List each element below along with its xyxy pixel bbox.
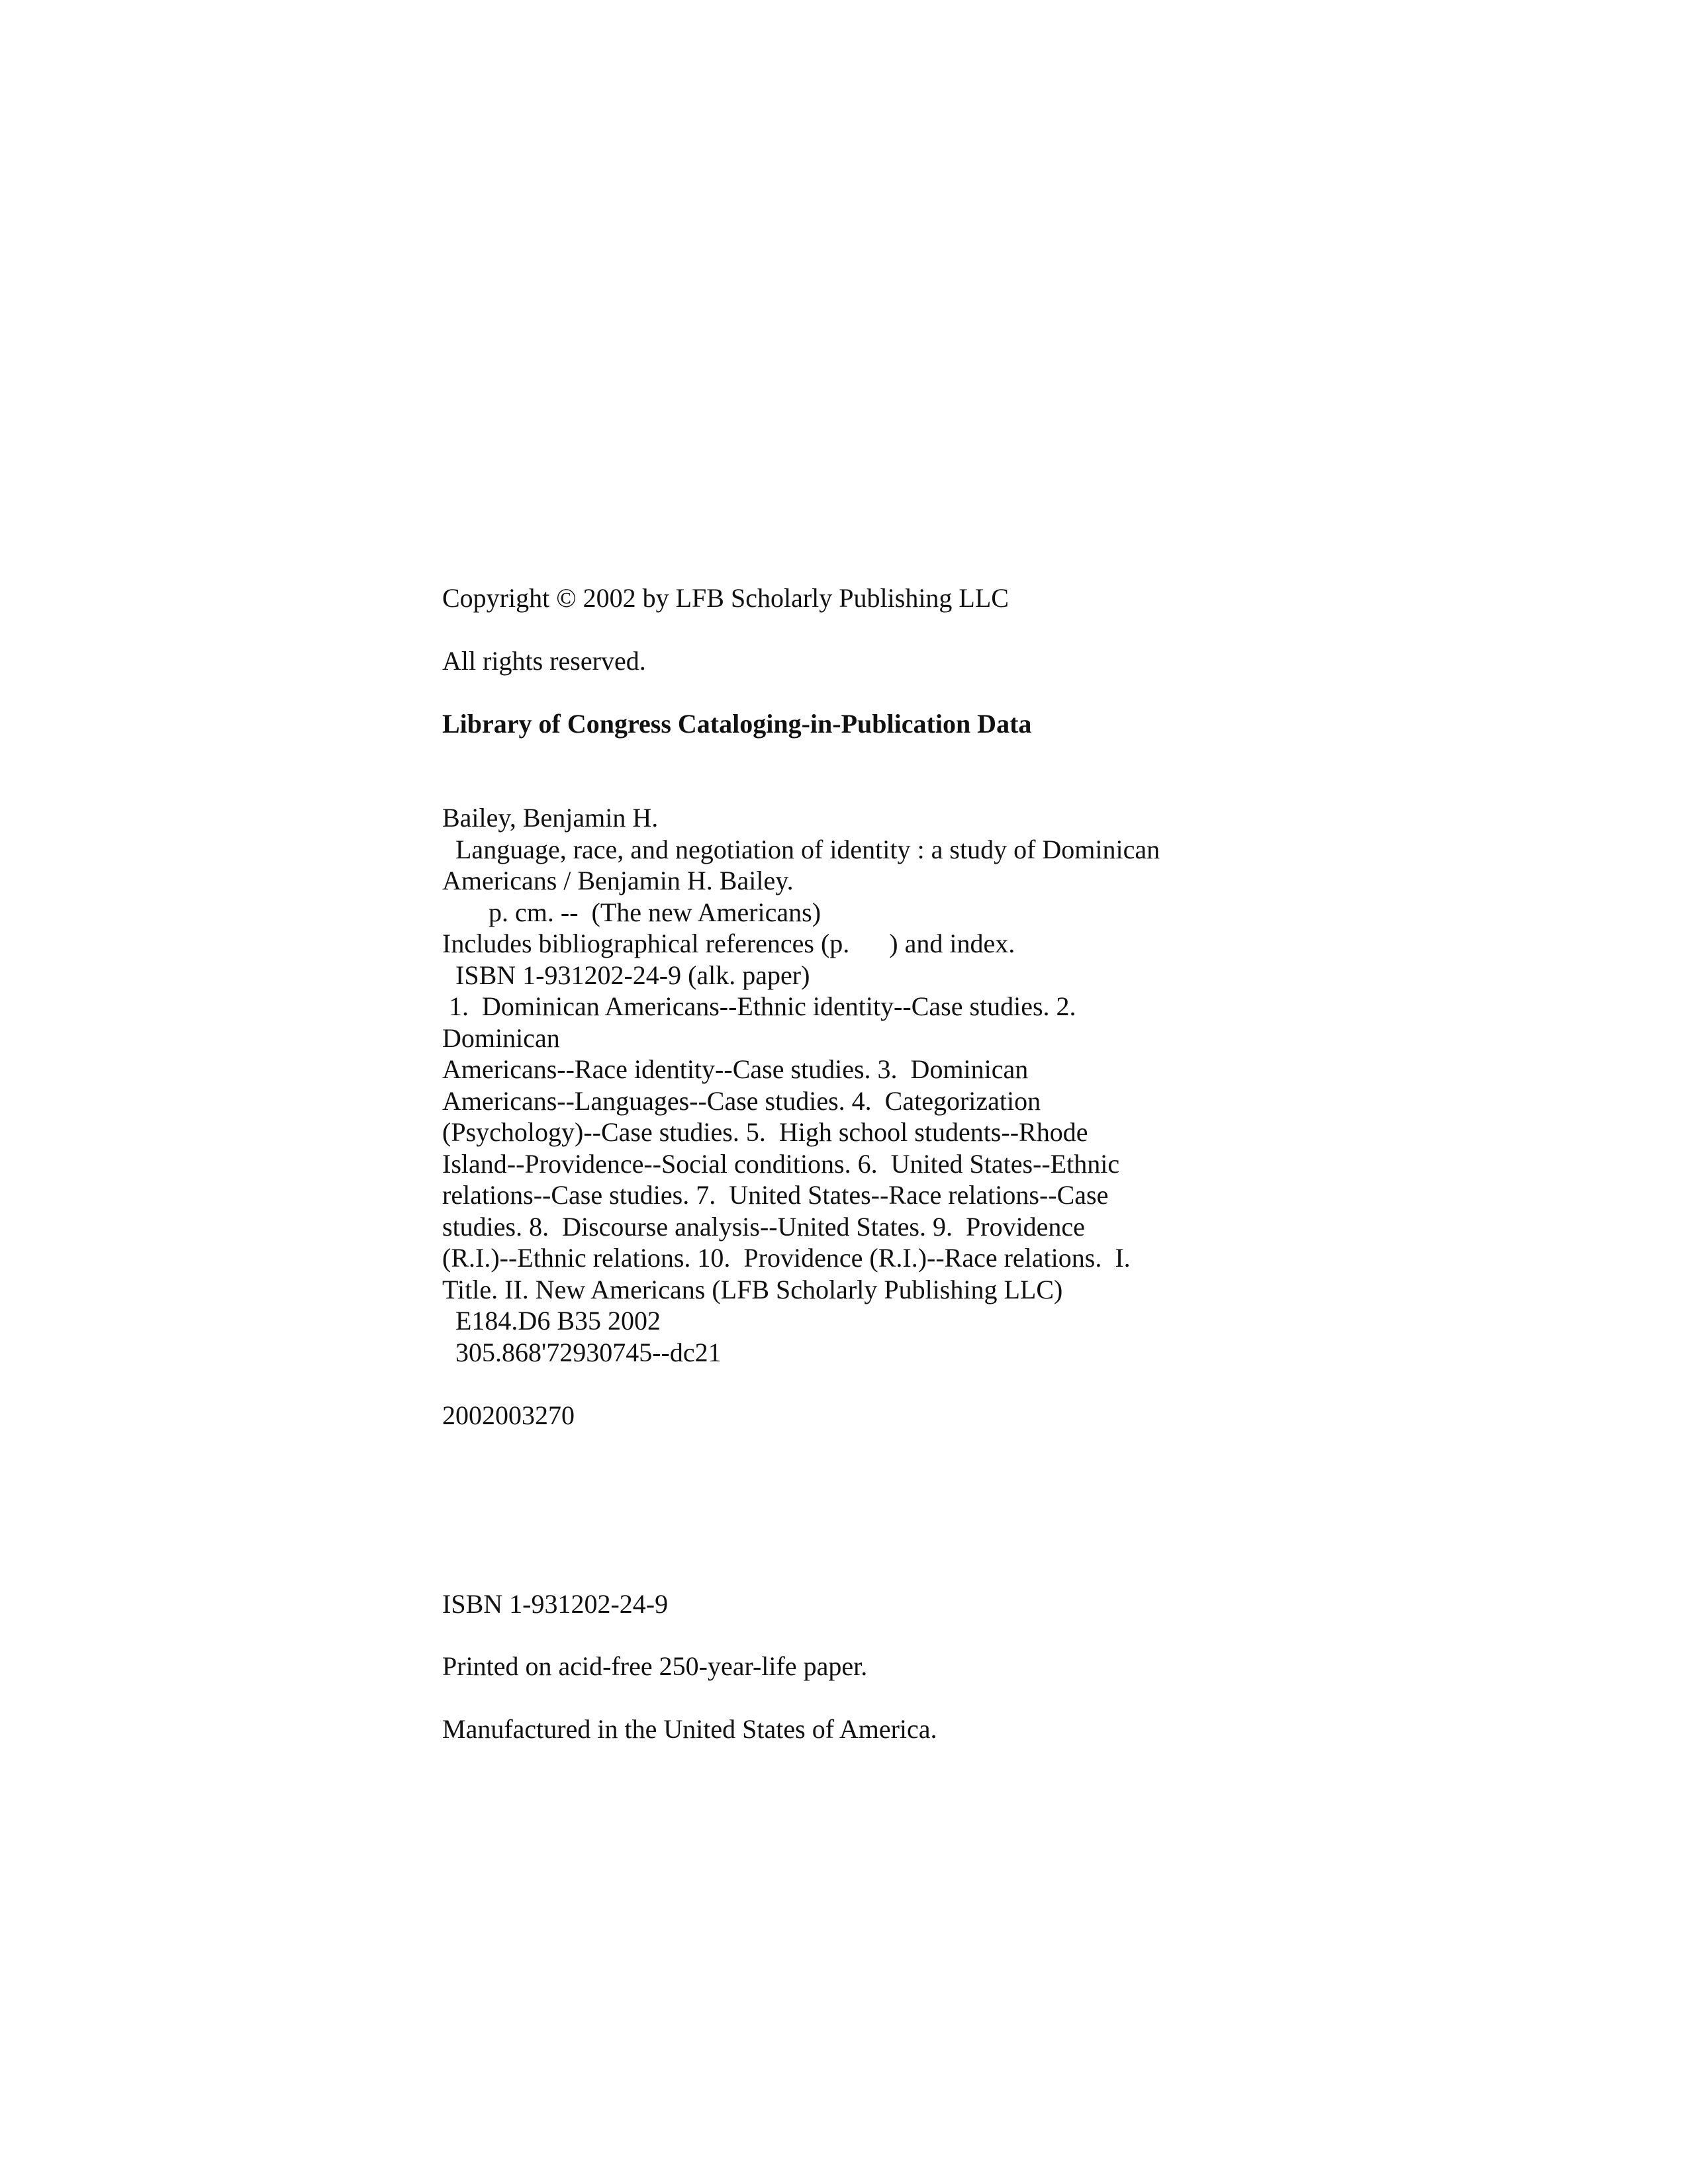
cip-line-isbn: ISBN 1-931202-24-9 (alk. paper) bbox=[442, 960, 810, 990]
lccn-number: 2002003270 bbox=[442, 1400, 575, 1430]
cip-heading: Library of Congress Cataloging-in-Publication Data bbox=[442, 709, 1032, 739]
cip-line-subject: Title. II. New Americans (LFB Scholarly Publishing LLC) bbox=[442, 1274, 1063, 1304]
cip-line-subject: (Psychology)--Case studies. 5. High school students--Rhode bbox=[442, 1117, 1088, 1147]
rights-statement: All rights reserved. bbox=[442, 646, 646, 676]
copyright-notice: Copyright © 2002 by LFB Scholarly Publishing LLC bbox=[442, 583, 1009, 613]
cip-line-subject: (R.I.)--Ethnic relations. 10. Providence (R.I.)--Race relations. I. bbox=[442, 1243, 1131, 1273]
cip-line-series: p. cm. -- (The new Americans) bbox=[442, 897, 821, 927]
cip-line-subject: 1. Dominican Americans--Ethnic identity--Case studies. 2. bbox=[442, 991, 1076, 1021]
cip-line-references: Includes bibliographical references (p. ) and index. bbox=[442, 929, 1015, 958]
manufactured-note: Manufactured in the United States of America. bbox=[442, 1714, 937, 1744]
cip-line-title-cont: Americans / Benjamin H. Bailey. bbox=[442, 866, 794, 895]
cip-line-subject: studies. 8. Discourse analysis--United States. 9. Providence bbox=[442, 1211, 1085, 1242]
cip-line-subject: Americans--Race identity--Case studies. 3. Dominican bbox=[442, 1054, 1029, 1084]
cip-line-title: Language, race, and negotiation of identity : a study of Dominican bbox=[442, 834, 1160, 864]
cip-line-subject: Island--Providence--Social conditions. 6. United States--Ethnic bbox=[442, 1148, 1120, 1179]
cip-record bbox=[442, 802, 1435, 1368]
cip-line-subject: Americans--Languages--Case studies. 4. Categorization bbox=[442, 1085, 1041, 1116]
isbn-number: ISBN 1-931202-24-9 bbox=[442, 1589, 669, 1619]
paper-note: Printed on acid-free 250-year-life paper. bbox=[442, 1651, 868, 1681]
cip-line-subject: Dominican bbox=[442, 1023, 560, 1053]
cip-line-subject: relations--Case studies. 7. United States--Race relations--Case bbox=[442, 1180, 1109, 1210]
cip-line-lc-classification: E184.D6 B35 2002 bbox=[442, 1306, 661, 1336]
cip-line-dewey: 305.868'72930745--dc21 bbox=[442, 1337, 722, 1367]
cip-line-author: Bailey, Benjamin H. bbox=[442, 803, 659, 833]
